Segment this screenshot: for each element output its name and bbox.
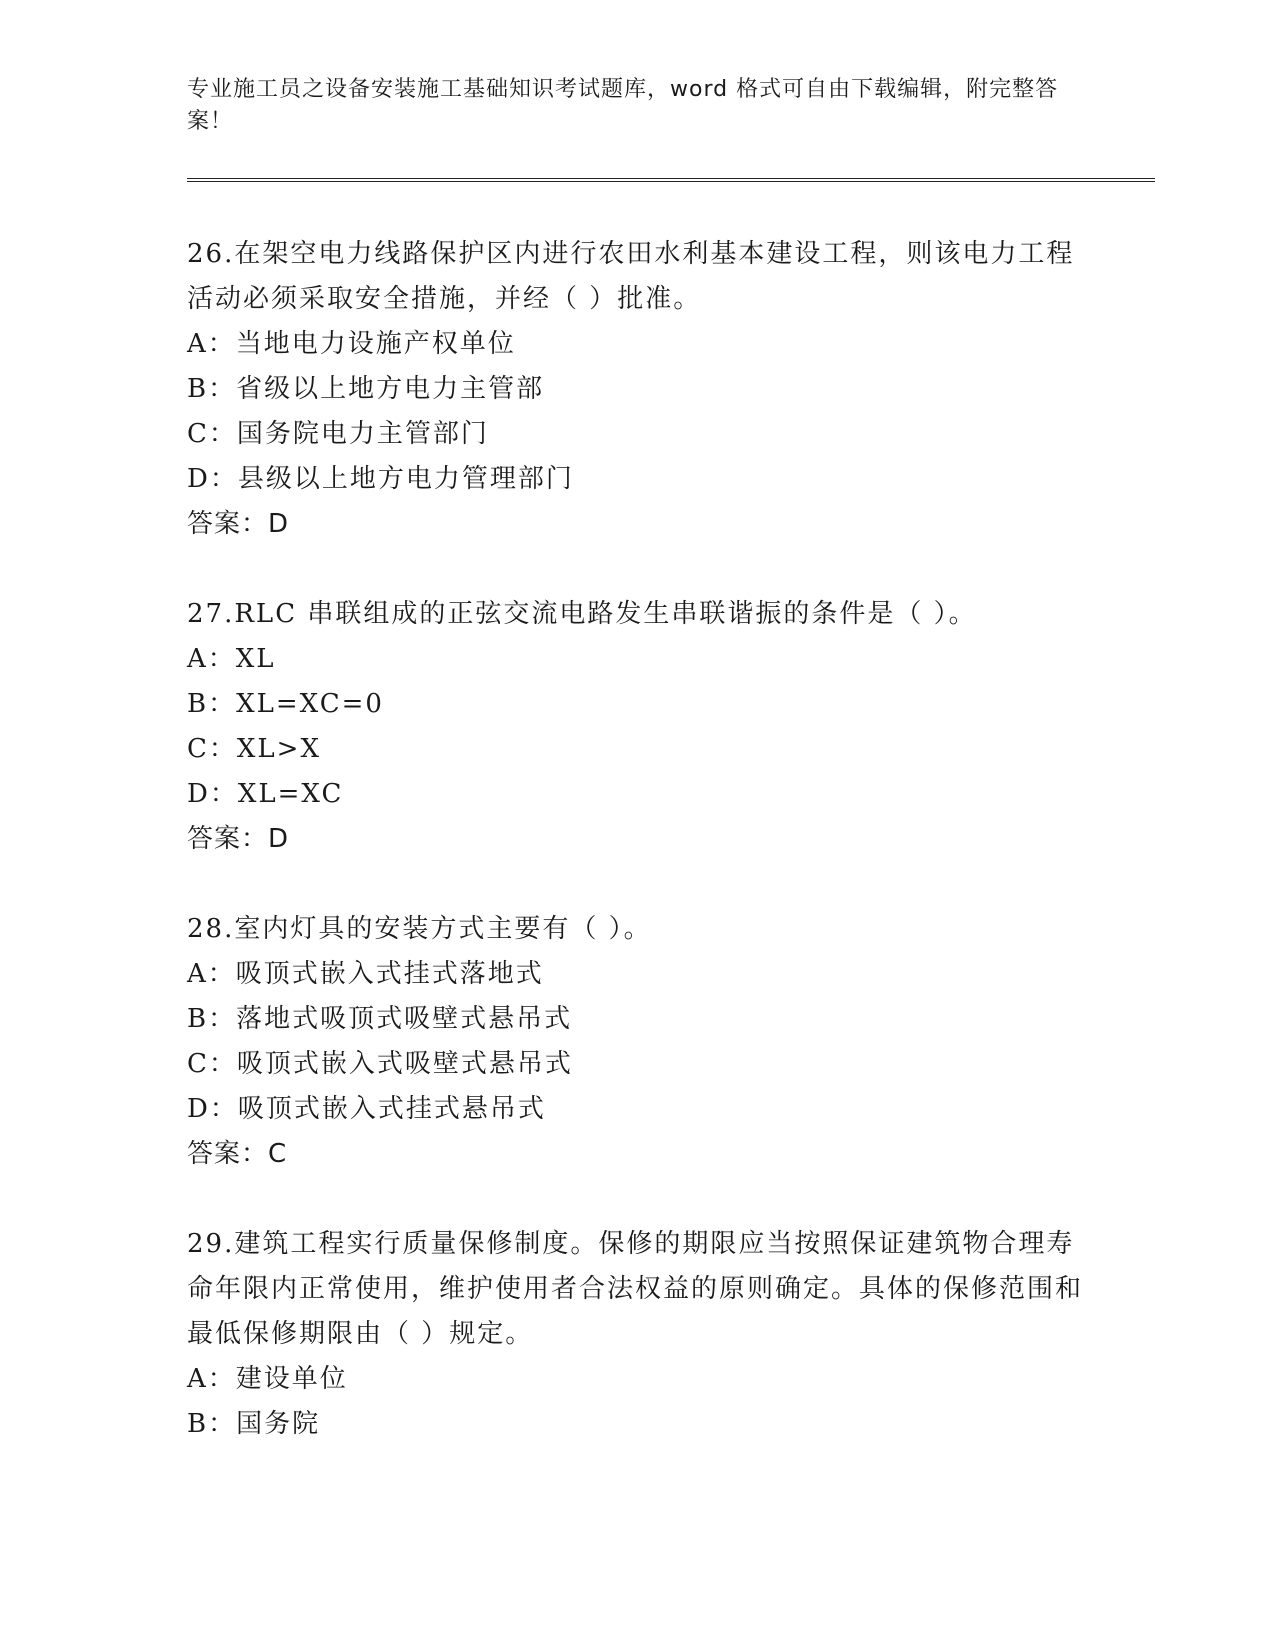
option-b: B：XL=XC=0 xyxy=(187,689,384,719)
answer: 答案：D xyxy=(187,509,290,539)
option-b: B：国务院 xyxy=(187,1409,321,1439)
question-28 xyxy=(187,907,1087,1177)
option-a: A：吸顶式嵌入式挂式落地式 xyxy=(187,959,544,989)
answer: 答案：C xyxy=(187,1139,288,1169)
question-list xyxy=(187,232,1087,1492)
question-text: 29.建筑工程实行质量保修制度。保修的期限应当按照保证建筑物合理寿命年限内正常使用，维护使用者合法权益的原则确定。具体的保修范围和最低保修期限由（ ）规定。 xyxy=(187,1229,1084,1349)
option-c: C：XL>X xyxy=(187,734,321,764)
question-29 xyxy=(187,1222,1087,1447)
option-a: A：当地电力设施产权单位 xyxy=(187,329,516,359)
option-a: A：建设单位 xyxy=(187,1364,348,1394)
document-header: 专业施工员之设备安装施工基础知识考试题库，word 格式可自由下载编辑，附完整答案！ xyxy=(187,77,1059,134)
option-b: B：省级以上地方电力主管部 xyxy=(187,374,545,404)
question-26 xyxy=(187,232,1087,547)
option-d: D：吸顶式嵌入式挂式悬吊式 xyxy=(187,1094,546,1124)
option-c: C：吸顶式嵌入式吸壁式悬吊式 xyxy=(187,1049,573,1079)
question-27 xyxy=(187,592,1087,862)
header-divider xyxy=(187,178,1155,182)
question-text: 26.在架空电力线路保护区内进行农田水利基本建设工程，则该电力工程活动必须采取安全措施，并经（ ）批准。 xyxy=(187,239,1075,314)
option-d: D：XL=XC xyxy=(187,779,344,809)
option-b: B：落地式吸顶式吸壁式悬吊式 xyxy=(187,1004,573,1034)
option-d: D：县级以上地方电力管理部门 xyxy=(187,464,574,494)
answer: 答案：D xyxy=(187,824,290,854)
question-text: 28.室内灯具的安装方式主要有（ ）。 xyxy=(187,914,652,944)
option-c: C：国务院电力主管部门 xyxy=(187,419,489,449)
option-a: A：XL xyxy=(187,644,276,674)
question-text: 27.RLC 串联组成的正弦交流电路发生串联谐振的条件是（ ）。 xyxy=(187,599,977,629)
